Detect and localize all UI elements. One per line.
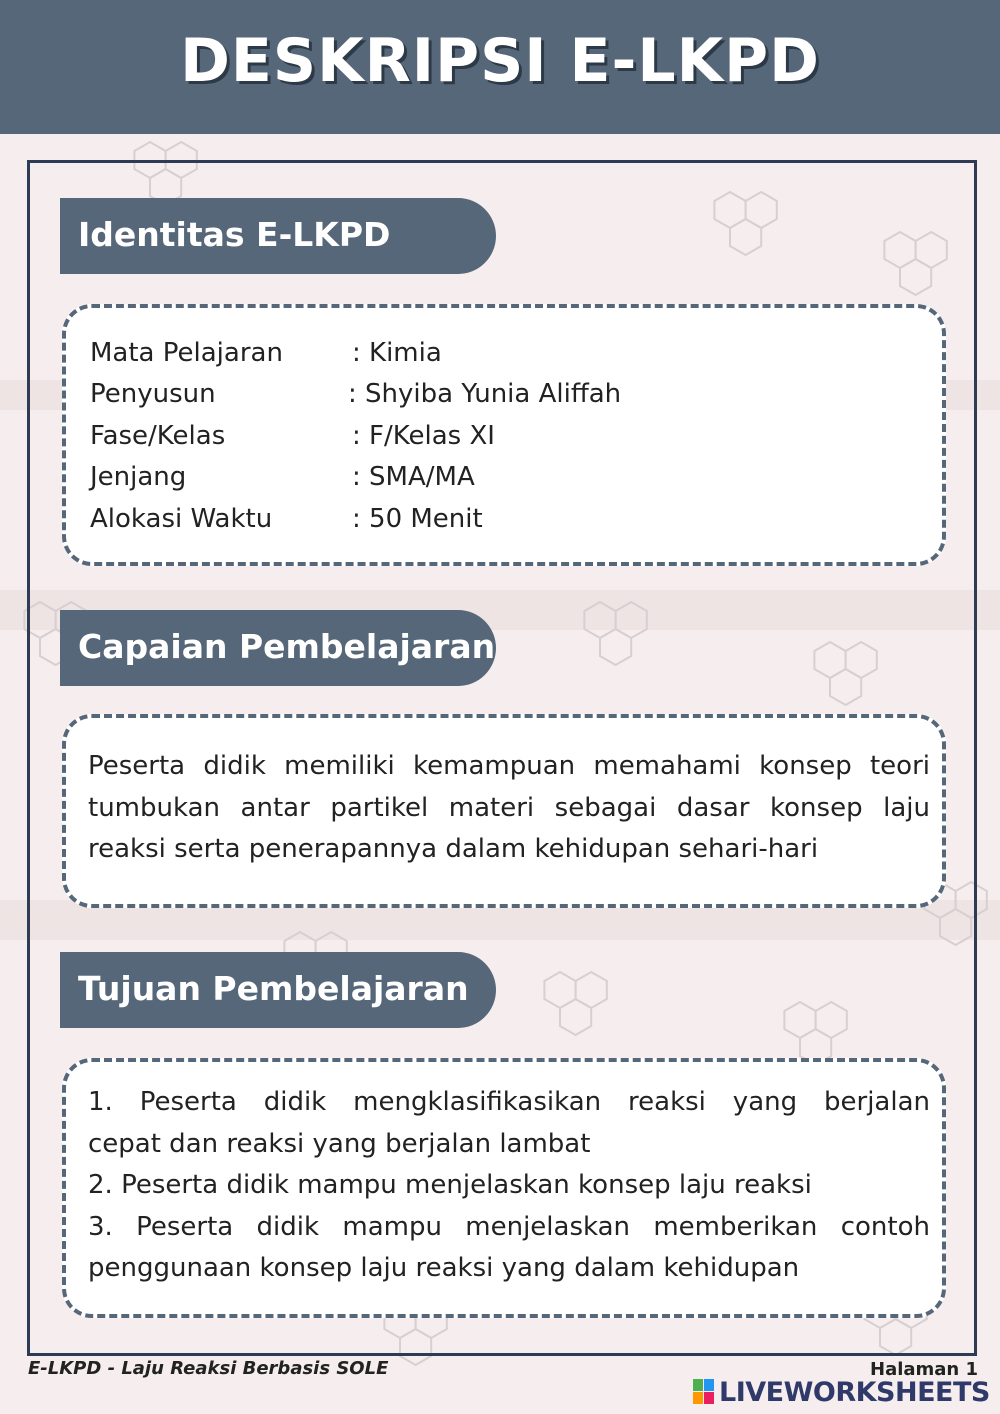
row-label: Alokasi Waktu — [90, 504, 273, 534]
identitas-card — [62, 304, 946, 566]
row-value: : F/Kelas XI — [352, 421, 495, 451]
capaian-card — [62, 714, 946, 908]
capaian-heading: Capaian Pembelajaran — [78, 627, 496, 666]
tujuan-list — [88, 1082, 930, 1290]
row-label: Fase/Kelas — [90, 421, 226, 451]
row-value: : Kimia — [352, 338, 442, 368]
list-line: cepat dan reaksi yang berjalan lambat — [88, 1128, 591, 1159]
tujuan-heading-pill — [60, 952, 496, 1028]
list-line: 1. Peserta didik mengklasifikasikan reaksi yang berjalan — [88, 1087, 930, 1117]
paragraph-line: tumbukan antar partikel materi sebagai dasar konsep laju — [88, 792, 930, 823]
paragraph-line: Peserta didik memiliki kemampuan memahami konsep teori — [88, 751, 930, 781]
list-line: penggunaan konsep laju reaksi yang dalam kehidupan — [88, 1253, 800, 1283]
liveworksheets-wordmark: LIVEWORKSHEETS — [719, 1377, 990, 1408]
tujuan-card — [62, 1058, 946, 1318]
capaian-heading-pill — [60, 610, 496, 686]
liveworksheets-logo[interactable] — [693, 1377, 993, 1407]
capaian-paragraph — [88, 746, 930, 871]
row-label: Jenjang — [90, 462, 187, 492]
row-label: Mata Pelajaran — [90, 338, 283, 368]
row-value: : 50 Menit — [352, 504, 483, 534]
page-number: Halaman 1 — [870, 1359, 979, 1380]
liveworksheets-icon — [693, 1379, 715, 1405]
page-title: DESKRIPSI E-LKPD — [180, 26, 820, 96]
list-line: 3. Peserta didik mampu menjelaskan memberikan contoh — [88, 1211, 930, 1242]
row-label: Penyusun — [90, 379, 216, 409]
row-value: : SMA/MA — [352, 462, 475, 492]
footer-title: E-LKPD - Laju Reaksi Berbasis SOLE — [28, 1358, 389, 1379]
identitas-heading-pill — [60, 198, 496, 274]
tujuan-heading: Tujuan Pembelajaran — [78, 969, 469, 1008]
identitas-heading: Identitas E-LKPD — [78, 215, 391, 254]
list-line: 2. Peserta didik mampu menjelaskan konsep laju reaksi — [88, 1170, 812, 1200]
paragraph-line: reaksi serta penerapannya dalam kehidupan sehari-hari — [88, 834, 819, 864]
row-value: : Shyiba Yunia Aliffah — [348, 379, 622, 409]
